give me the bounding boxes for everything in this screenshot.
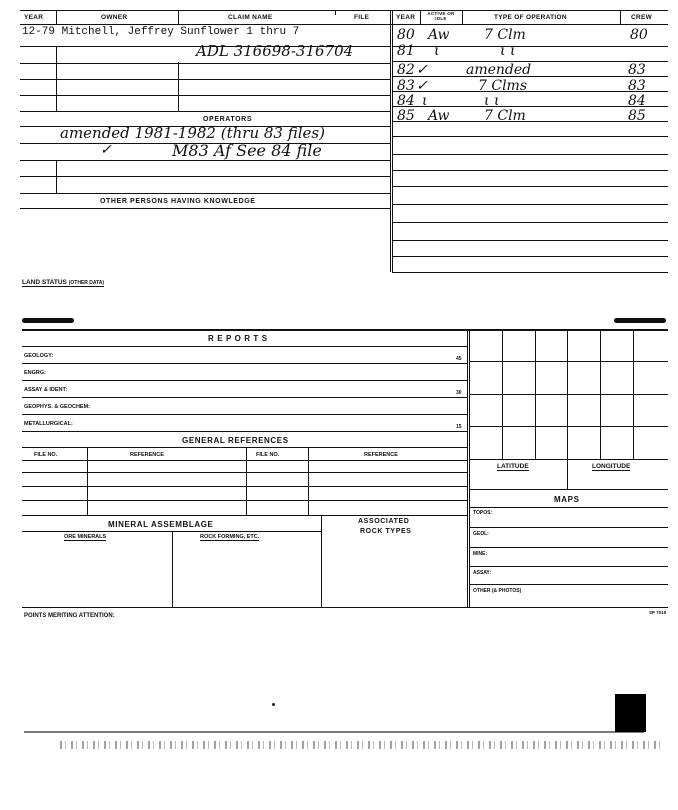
rock-types-label: ROCK TYPES	[360, 528, 412, 535]
report-engrg: ENGRG:	[24, 370, 46, 376]
scan-noise-band-2	[60, 741, 660, 749]
gen-ref-reference-1: REFERENCE	[130, 452, 164, 458]
scan-artifact-dot	[272, 703, 275, 706]
op-row-2-year: 81	[397, 43, 415, 59]
operators-title: OPERATORS	[203, 116, 253, 123]
op-row-1-crew: 80	[630, 27, 648, 43]
op-row-4-status: ✓	[416, 78, 428, 94]
op-row-4-crew: 83	[628, 78, 646, 94]
mineral-assemblage-title: MINERAL ASSEMBLAGE	[108, 520, 214, 529]
op-row-6-type: 7 Clm	[484, 108, 526, 124]
maps-assay: ASSAY:	[473, 570, 492, 576]
maps-title: MAPS	[554, 495, 580, 504]
op-row-3-status: ✓	[416, 62, 428, 78]
points-meriting-attention: POINTS MERITING ATTENTION:	[24, 613, 115, 619]
ore-minerals-label: ORE MINERALS	[64, 534, 107, 540]
scan-black-tab	[615, 694, 646, 732]
report-geology: GEOLOGY:	[24, 353, 54, 359]
land-status-label: LAND STATUS (OTHER DATA)	[22, 279, 105, 286]
operators-note-line-1: amended 1981-1982 (thru 83 files)	[60, 124, 325, 142]
operators-note-line-2: M83 Af See 84 file	[172, 141, 322, 160]
latitude-label: LATITUDE	[497, 463, 529, 470]
punch-mark-left	[22, 318, 74, 323]
op-row-1-year: 80	[397, 27, 415, 43]
header-active-or-idle: ACTIVE OR IDLE	[427, 11, 455, 21]
maps-geol: GEOL:	[473, 531, 489, 537]
header-file: FILE	[354, 14, 370, 21]
reports-title: R E P O R T S	[208, 334, 268, 343]
op-row-5-type: ι ι	[484, 93, 500, 109]
report-assay: ASSAY & IDENT:	[24, 387, 68, 393]
op-row-6-crew: 85	[628, 108, 646, 124]
op-row-5-year: 84	[397, 93, 415, 109]
maps-topos: TOPOS:	[473, 510, 493, 516]
op-row-6-status: Aw	[428, 108, 450, 124]
op-row-1-status: Aw	[428, 27, 450, 43]
report-assay-num: 30	[456, 390, 462, 396]
punch-mark-right	[614, 318, 666, 323]
gen-ref-reference-2: REFERENCE	[364, 452, 398, 458]
op-row-3-crew: 83	[628, 62, 646, 78]
gen-ref-file-no-2: FILE NO.	[256, 452, 280, 458]
report-geology-num: 45	[456, 356, 462, 362]
header-type-of-operation: TYPE OF OPERATION	[494, 14, 567, 21]
op-row-6-year: 85	[397, 108, 415, 124]
op-row-3-year: 82	[397, 62, 415, 78]
report-metallurgical: METALLURGICAL:	[24, 421, 73, 427]
op-row-1-type: 7 Clm	[484, 27, 526, 43]
operators-note-check: ✓	[100, 142, 112, 158]
header-crew: CREW	[631, 14, 653, 21]
op-row-5-status: ι	[422, 93, 428, 109]
report-geophys: GEOPHYS. & GEOCHEM:	[24, 404, 91, 410]
op-row-2-status: ι	[434, 43, 440, 59]
form-code: SP 7015	[649, 610, 667, 615]
scan-noise-band	[24, 731, 644, 733]
op-row-4-type: 7 Clms	[478, 78, 528, 94]
associated-label: ASSOCIATED	[358, 518, 410, 525]
land-status-sub: (OTHER DATA)	[68, 280, 105, 286]
op-row-4-year: 83	[397, 78, 415, 94]
claim-typed-line: 12-79 Mitchell, Jeffrey Sunflower 1 thru 7	[22, 26, 300, 38]
longitude-label: LONGITUDE	[592, 463, 631, 470]
rock-forming-label: ROCK FORMING, ETC.	[200, 534, 260, 540]
header-year-2: YEAR	[396, 14, 416, 21]
gen-ref-file-no-1: FILE NO.	[34, 452, 58, 458]
maps-other: OTHER (& PHOTOS)	[473, 588, 522, 594]
op-row-5-crew: 84	[628, 93, 646, 109]
header-year: YEAR	[24, 14, 44, 21]
general-references-title: GENERAL REFERENCES	[182, 436, 289, 445]
other-persons-title: OTHER PERSONS HAVING KNOWLEDGE	[100, 198, 256, 205]
op-row-3-type: amended	[466, 62, 532, 78]
claim-adl-line: ADL 316698-316704	[196, 42, 354, 60]
report-metallurgical-num: 15	[456, 424, 462, 430]
header-claim-name: CLAIM NAME	[228, 14, 273, 21]
header-owner: OWNER	[101, 14, 128, 21]
op-row-2-type: ι ι	[500, 43, 516, 59]
maps-mine: MINE:	[473, 551, 488, 557]
